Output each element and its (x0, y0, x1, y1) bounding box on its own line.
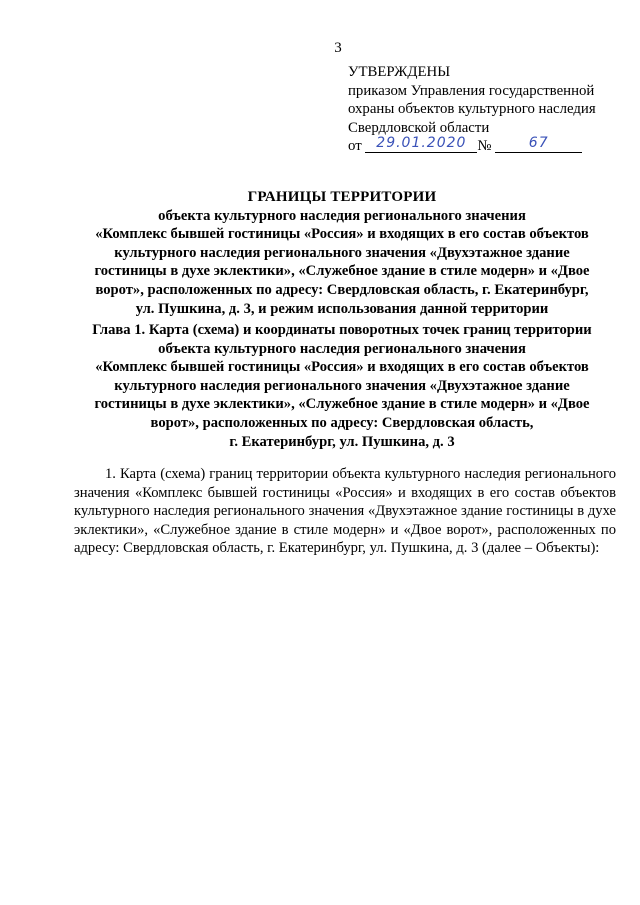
main-heading-line: культурного наследия регионального значения «Двухэтажное здание (114, 244, 570, 261)
date-field (365, 137, 477, 153)
number-prefix: № (477, 138, 492, 154)
main-heading-line: ул. Пушкина, д. 3, и режим использования данной территории (135, 300, 549, 317)
paragraph-1: 1. Карта (схема) границ территории объекта культурного наследия регионального значения «Комплекс бывшей гостиницы «Россия» и входящих в его состав объектов культурного наследия регионального значения «Двухэтажное здание гостиницы в духе эклектики», «Служебное здание в стиле модерн» и «Двое ворот», расположенных по адресу: Свердловская область, г. Екатеринбург, ул. Пушкина, д. 3 (далее – Объекты): (74, 466, 616, 557)
approval-line: Свердловской области (348, 119, 490, 136)
main-heading-title: ГРАНИЦЫ ТЕРРИТОРИИ (247, 189, 437, 205)
chapter-heading-line: Глава 1. Карта (схема) и координаты поворотных точек границ территории (92, 322, 592, 338)
chapter-heading-line: гостиницы в духе эклектики», «Служебное здание в стиле модерн» и «Двое (94, 396, 590, 413)
main-heading (62, 188, 622, 318)
main-heading-line: объекта культурного наследия регионального значения (158, 207, 526, 224)
approval-date-line (348, 137, 628, 156)
chapter-heading-line: г. Екатеринбург, ул. Пушкина, д. 3 (229, 433, 455, 450)
chapter-heading (62, 321, 622, 451)
approval-block (348, 63, 628, 156)
handwritten-date: 29.01.2020 (376, 135, 467, 151)
main-heading-line: гостиницы в духе эклектики», «Служебное здание в стиле модерн» и «Двое (94, 263, 590, 280)
date-prefix: от (348, 138, 362, 154)
number-field (495, 137, 582, 153)
approval-title: УТВЕРЖДЕНЫ (348, 64, 451, 80)
chapter-heading-line: «Комплекс бывшей гостиницы «Россия» и входящих в его состав объектов (95, 359, 589, 376)
page-number: 3 (334, 40, 342, 56)
chapter-heading-line: культурного наследия регионального значения «Двухэтажное здание (114, 377, 570, 394)
chapter-heading-line: объекта культурного наследия регионального значения (158, 340, 526, 357)
main-heading-line: ворот», расположенных по адресу: Свердловская область, г. Екатеринбург, (95, 281, 589, 298)
chapter-heading-line: ворот», расположенных по адресу: Свердловская область, (150, 414, 534, 431)
handwritten-number: 67 (528, 135, 549, 151)
approval-line: охраны объектов культурного наследия (348, 101, 596, 117)
main-heading-line: «Комплекс бывшей гостиницы «Россия» и входящих в его состав объектов (95, 226, 589, 243)
approval-line: приказом Управления государственной (348, 82, 595, 99)
